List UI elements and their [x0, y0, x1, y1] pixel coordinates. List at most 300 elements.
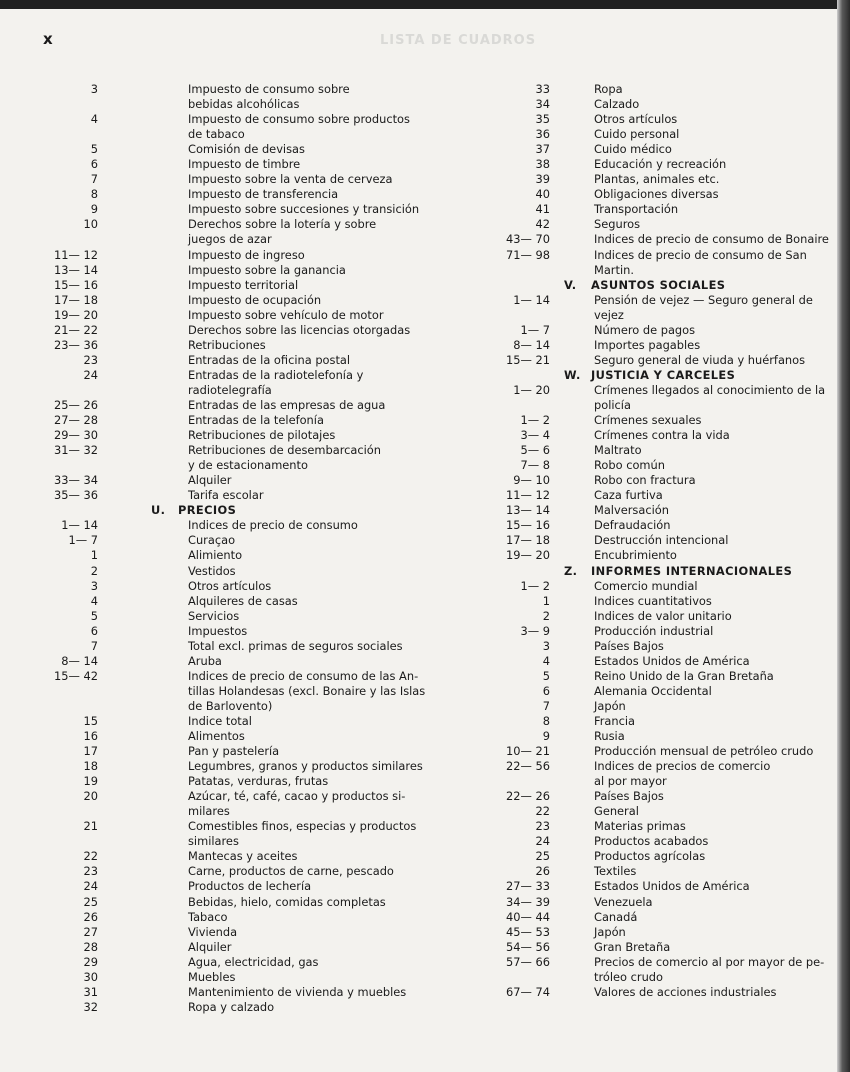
table-number: 57— 66 — [506, 954, 550, 969]
entry-title: Entradas de la oficina postal — [188, 352, 351, 367]
entry-title: Seguros — [594, 217, 641, 232]
entry-title: Número de pagos — [594, 322, 696, 337]
toc-entry — [490, 323, 829, 338]
table-number: 27— 28 — [54, 413, 98, 428]
entry-title: Alimentos — [188, 729, 245, 744]
entry-title: Comestibles finos, especias y productos — [188, 819, 417, 834]
running-header: LISTA DE CUADROS — [380, 33, 537, 48]
table-number: 1— 7 — [68, 533, 98, 548]
toc-entry — [40, 398, 425, 413]
entry-title: Japón — [594, 698, 626, 713]
toc-entry — [40, 518, 425, 533]
table-number: 30 — [83, 969, 98, 984]
entry-title: Crímenes llegados al conocimiento de la — [594, 382, 826, 397]
table-number: 3— 4 — [520, 428, 550, 443]
toc-entry — [490, 594, 829, 609]
table-number: 16 — [83, 729, 98, 744]
entry-title: Precios de comercio al por mayor de pe- — [594, 954, 825, 969]
toc-entry — [40, 293, 425, 308]
entry-title: Alquiler — [188, 939, 232, 954]
table-number: 2 — [90, 563, 98, 578]
toc-entry — [40, 759, 425, 774]
toc-entry — [40, 443, 425, 458]
toc-entry — [40, 548, 425, 563]
entry-title: Aruba — [188, 653, 222, 668]
entry-title: Impuesto sobre vehículo de motor — [188, 307, 384, 322]
toc-entry — [40, 428, 425, 443]
table-number: 7 — [542, 698, 550, 713]
toc-entry — [40, 624, 425, 639]
toc-entry — [490, 925, 829, 940]
toc-entry — [40, 714, 425, 729]
toc-entry — [490, 232, 829, 247]
entry-title: Cuido médico — [594, 142, 672, 157]
book-spine-edge — [837, 0, 850, 1072]
toc-entry — [40, 684, 425, 699]
table-number: 21 — [83, 819, 98, 834]
toc-entry — [490, 669, 829, 684]
toc-entry — [40, 413, 425, 428]
table-number: 45— 53 — [506, 924, 550, 939]
toc-entry — [40, 82, 425, 97]
toc-entry — [40, 338, 425, 353]
entry-title: Producción mensual de petróleo crudo — [594, 744, 814, 759]
table-number: 8 — [542, 713, 550, 728]
table-number: 31— 32 — [54, 443, 98, 458]
entry-title: Pensión de vejez — Seguro general de — [594, 292, 813, 307]
table-number: 11— 12 — [54, 247, 98, 262]
page-number: x — [43, 30, 53, 48]
toc-entry — [40, 383, 425, 398]
toc-entry — [40, 1000, 425, 1015]
entry-title: milares — [188, 804, 230, 819]
entry-title: Robo con fractura — [594, 473, 696, 488]
toc-entry — [40, 157, 425, 172]
entry-title: Cuido personal — [594, 127, 680, 142]
toc-entry — [490, 172, 829, 187]
table-number: 11— 12 — [506, 488, 550, 503]
table-number: 25— 26 — [54, 397, 98, 412]
entry-title: Venezuela — [594, 894, 653, 909]
entry-title: Producción industrial — [594, 623, 714, 638]
toc-entry — [40, 142, 425, 157]
entry-title: Alimiento — [188, 548, 243, 563]
left-column — [40, 82, 425, 1015]
entry-title: Impuesto de consumo sobre — [188, 82, 350, 96]
toc-entry — [40, 789, 425, 804]
toc-entry — [490, 413, 829, 428]
table-number: 39 — [535, 172, 550, 187]
toc-entry — [40, 278, 425, 293]
entry-title: Retribuciones — [188, 337, 266, 352]
entry-title: Ropa — [594, 82, 623, 96]
entry-title: Educación y recreación — [594, 157, 727, 172]
entry-title: Bebidas, hielo, comidas completas — [188, 894, 386, 909]
table-number: 35— 36 — [54, 488, 98, 503]
table-number: 40 — [535, 187, 550, 202]
table-number: 29 — [83, 954, 98, 969]
entry-title: Entradas de la radiotelefonía y — [188, 367, 364, 382]
toc-entry — [490, 473, 829, 488]
table-number: 29— 30 — [54, 428, 98, 443]
entry-title: Comercio mundial — [594, 578, 698, 593]
entry-title: Rusia — [594, 729, 625, 744]
toc-entry — [40, 849, 425, 864]
section-heading — [490, 278, 829, 293]
entry-title: Plantas, animales etc. — [594, 172, 720, 187]
toc-entry — [40, 458, 425, 473]
entry-title: Alemania Occidental — [594, 683, 712, 698]
toc-entry — [40, 263, 425, 278]
section-title — [564, 564, 792, 579]
table-number: 24 — [83, 879, 98, 894]
table-number: 22— 26 — [506, 789, 550, 804]
toc-entry — [40, 353, 425, 368]
entry-title: Países Bajos — [594, 789, 664, 804]
toc-entry — [490, 895, 829, 910]
toc-entry — [490, 879, 829, 894]
table-number: 10— 21 — [506, 744, 550, 759]
entry-title: Canadá — [594, 909, 638, 924]
entry-title: Indices de precios de comercio — [594, 759, 771, 774]
table-number: 25 — [83, 894, 98, 909]
table-number: 27 — [83, 924, 98, 939]
toc-entry — [40, 819, 425, 834]
entry-title: Transportación — [594, 202, 679, 217]
section-title — [151, 503, 236, 518]
entry-title: Productos agrícolas — [594, 849, 706, 864]
toc-entry — [490, 910, 829, 925]
toc-entry — [490, 248, 829, 263]
table-number: 15— 16 — [506, 518, 550, 533]
table-number: 23— 36 — [54, 337, 98, 352]
table-number: 21— 22 — [54, 322, 98, 337]
table-number: 22— 56 — [506, 759, 550, 774]
entry-title: Crímenes sexuales — [594, 413, 702, 428]
toc-entry — [490, 533, 829, 548]
entry-title: Agua, electricidad, gas — [188, 954, 319, 969]
table-number: 7 — [90, 172, 98, 187]
toc-entry — [490, 217, 829, 232]
toc-entry — [490, 443, 829, 458]
table-number: 1— 2 — [520, 578, 550, 593]
entry-title: Indices de valor unitario — [594, 608, 732, 623]
table-number: 71— 98 — [506, 247, 550, 262]
table-number: 5— 6 — [520, 443, 550, 458]
table-number: 8 — [90, 187, 98, 202]
toc-entry — [490, 187, 829, 202]
table-number: 1— 2 — [520, 413, 550, 428]
toc-entry — [490, 744, 829, 759]
table-number: 33 — [535, 82, 550, 96]
entry-title: similares — [188, 834, 239, 849]
toc-entry — [490, 518, 829, 533]
table-number: 67— 74 — [506, 984, 550, 999]
entry-title: radiotelegrafía — [188, 382, 272, 397]
toc-entry — [490, 684, 829, 699]
entry-title: de Barlovento) — [188, 698, 273, 713]
table-number: 1— 14 — [513, 292, 550, 307]
entry-title: Gran Bretaña — [594, 939, 671, 954]
toc-entry — [40, 217, 425, 232]
section-letter: W. — [564, 367, 581, 382]
table-number: 4 — [542, 653, 550, 668]
entry-title: Entradas de las empresas de agua — [188, 397, 386, 412]
toc-entry — [490, 579, 829, 594]
table-number: 1— 14 — [61, 518, 98, 533]
entry-title: Alquiler — [188, 473, 232, 488]
entry-title: tróleo crudo — [594, 969, 663, 984]
entry-title: Francia — [594, 713, 636, 728]
table-number: 7— 8 — [520, 458, 550, 473]
entry-title: Indices de precio de consumo de San — [594, 247, 807, 262]
toc-entry — [40, 112, 425, 127]
toc-entry — [490, 142, 829, 157]
entry-title: Impuestos — [188, 623, 248, 638]
table-number: 13— 14 — [506, 503, 550, 518]
table-number: 22 — [535, 804, 550, 819]
table-number: 6 — [90, 623, 98, 638]
toc-entry — [490, 548, 829, 563]
table-number: 3 — [90, 578, 98, 593]
table-number: 15 — [83, 713, 98, 728]
toc-entry — [40, 488, 425, 503]
toc-entry — [490, 849, 829, 864]
toc-entry — [40, 533, 425, 548]
toc-entry — [40, 879, 425, 894]
toc-entry — [490, 458, 829, 473]
table-number: 54— 56 — [506, 939, 550, 954]
toc-entry — [490, 308, 829, 323]
entry-title: Muebles — [188, 969, 236, 984]
toc-entry — [490, 353, 829, 368]
entry-title: Vestidos — [188, 563, 236, 578]
entry-title: Textiles — [594, 864, 637, 879]
table-number: 19— 20 — [54, 307, 98, 322]
table-number: 15— 21 — [506, 352, 550, 367]
entry-title: Derechos sobre las licencias otorgadas — [188, 322, 411, 337]
table-number: 18 — [83, 759, 98, 774]
table-number: 27— 33 — [506, 879, 550, 894]
toc-entry — [490, 714, 829, 729]
toc-entry — [40, 970, 425, 985]
entry-title: Obligaciones diversas — [594, 187, 719, 202]
toc-entry — [490, 940, 829, 955]
toc-entry — [490, 819, 829, 834]
toc-entry — [40, 202, 425, 217]
toc-entry — [490, 985, 829, 1000]
toc-entry — [490, 729, 829, 744]
entry-title: General — [594, 804, 639, 819]
table-number: 5 — [542, 668, 550, 683]
toc-entry — [40, 609, 425, 624]
table-number: 34— 39 — [506, 894, 550, 909]
section-heading — [40, 503, 425, 518]
entry-title: Vivienda — [188, 924, 238, 939]
entry-title: Impuesto territorial — [188, 277, 299, 292]
toc-entry — [40, 323, 425, 338]
toc-entry — [490, 202, 829, 217]
table-number: 3 — [90, 82, 98, 96]
table-number: 8— 14 — [513, 337, 550, 352]
table-number: 28 — [83, 939, 98, 954]
entry-title: Otros artículos — [188, 578, 272, 593]
table-number: 13— 14 — [54, 262, 98, 277]
entry-title: Martin. — [594, 262, 634, 277]
toc-entry — [490, 338, 829, 353]
toc-entry — [490, 112, 829, 127]
table-number: 38 — [535, 157, 550, 172]
entry-title: Impuesto de ingreso — [188, 247, 305, 262]
entry-title: Encubrimiento — [594, 548, 677, 563]
toc-entry — [490, 699, 829, 714]
toc-entry — [40, 910, 425, 925]
toc-entry — [490, 639, 829, 654]
toc-entry — [490, 970, 829, 985]
toc-entry — [40, 594, 425, 609]
entry-title: Valores de acciones industriales — [594, 984, 777, 999]
entry-title: Total excl. primas de seguros sociales — [188, 638, 403, 653]
toc-entry — [40, 955, 425, 970]
entry-title: Estados Unidos de América — [594, 653, 750, 668]
entry-title: Indices de precio de consumo — [188, 518, 358, 533]
section-letter: V. — [564, 277, 577, 292]
entry-title: Comisión de devisas — [188, 142, 305, 157]
entry-title: Retribuciones de pilotajes — [188, 428, 336, 443]
table-number: 23 — [83, 864, 98, 879]
toc-entry — [490, 428, 829, 443]
table-number: 26 — [83, 909, 98, 924]
toc-entry — [40, 744, 425, 759]
table-number: 5 — [90, 608, 98, 623]
table-number: 9— 10 — [513, 473, 550, 488]
entry-title: Ropa y calzado — [188, 999, 275, 1014]
toc-entry — [490, 383, 829, 398]
table-number: 42 — [535, 217, 550, 232]
table-number: 1— 20 — [513, 382, 550, 397]
table-number: 37 — [535, 142, 550, 157]
entry-title: Impuesto sobre succesiones y transición — [188, 202, 420, 217]
toc-entry — [490, 789, 829, 804]
toc-entry — [490, 488, 829, 503]
entry-title: Productos de lechería — [188, 879, 312, 894]
toc-entry — [490, 759, 829, 774]
toc-entry — [40, 940, 425, 955]
entry-title: Defraudación — [594, 518, 671, 533]
table-number: 4 — [90, 593, 98, 608]
table-number: 35 — [535, 112, 550, 127]
table-number: 7 — [90, 638, 98, 653]
table-number: 1 — [90, 548, 98, 563]
toc-entry — [40, 895, 425, 910]
entry-title: Japón — [594, 924, 626, 939]
entry-title: Impuesto de timbre — [188, 157, 301, 172]
entry-title: vejez — [594, 307, 624, 322]
toc-entry — [40, 579, 425, 594]
entry-title: Patatas, verduras, frutas — [188, 774, 329, 789]
table-number: 32 — [83, 999, 98, 1014]
entry-title: Malversación — [594, 503, 669, 518]
entry-title: Tarifa escolar — [188, 488, 264, 503]
table-number: 3 — [542, 638, 550, 653]
toc-entry — [40, 639, 425, 654]
toc-entry — [490, 127, 829, 142]
table-number: 6 — [90, 157, 98, 172]
entry-title: Impuesto sobre la venta de cerveza — [188, 172, 393, 187]
entry-title: Indices de precio de consumo de Bonaire — [594, 232, 829, 247]
entry-title: Otros artículos — [594, 112, 678, 127]
entry-title: Indices de precio de consumo de las An- — [188, 668, 419, 683]
toc-entry — [490, 263, 829, 278]
table-number: 31 — [83, 984, 98, 999]
entry-title: Pan y pastelería — [188, 744, 280, 759]
entry-title: Seguro general de viuda y huérfanos — [594, 352, 806, 367]
table-number: 24 — [83, 367, 98, 382]
table-number: 15— 16 — [54, 277, 98, 292]
section-letter: U. — [151, 503, 166, 518]
toc-entry — [490, 82, 829, 97]
entry-title: Impuesto de ocupación — [188, 292, 322, 307]
entry-title: Calzado — [594, 97, 640, 112]
section-letter: Z. — [564, 563, 578, 578]
toc-entry — [490, 157, 829, 172]
toc-entry — [40, 308, 425, 323]
section-text: INFORMES INTERNACIONALES — [591, 563, 793, 578]
table-number: 23 — [83, 352, 98, 367]
right-column — [490, 82, 829, 1000]
toc-entry — [40, 368, 425, 383]
toc-entry — [40, 172, 425, 187]
table-number: 4 — [90, 112, 98, 127]
toc-entry — [40, 774, 425, 789]
section-text: JUSTICIA Y CARCELES — [591, 367, 736, 382]
entry-title: Tabaco — [188, 909, 228, 924]
entry-title: y de estacionamento — [188, 458, 308, 473]
entry-title: Estados Unidos de América — [594, 879, 750, 894]
toc-entry — [490, 654, 829, 669]
toc-entry — [40, 669, 425, 684]
entry-title: Robo común — [594, 458, 665, 473]
table-number: 5 — [90, 142, 98, 157]
table-number: 34 — [535, 97, 550, 112]
table-number: 43— 70 — [506, 232, 550, 247]
toc-entry — [490, 609, 829, 624]
toc-entry — [490, 804, 829, 819]
entry-title: Mantenimiento de vivienda y muebles — [188, 984, 407, 999]
toc-entry — [40, 834, 425, 849]
entry-title: Mantecas y aceites — [188, 849, 298, 864]
entry-title: Crímenes contra la vida — [594, 428, 730, 443]
entry-title: Importes pagables — [594, 337, 701, 352]
table-number: 1— 7 — [520, 322, 550, 337]
entry-title: Impuesto de consumo sobre productos — [188, 112, 410, 127]
toc-entry — [40, 473, 425, 488]
toc-entry — [40, 804, 425, 819]
section-heading — [490, 564, 829, 579]
entry-title: Destrucción intencional — [594, 533, 729, 548]
table-number: 24 — [535, 834, 550, 849]
toc-entry — [490, 398, 829, 413]
table-number: 22 — [83, 849, 98, 864]
entry-title: bebidas alcohólicas — [188, 97, 300, 112]
toc-entry — [40, 925, 425, 940]
entry-title: Indices cuantitativos — [594, 593, 712, 608]
table-number: 23 — [535, 819, 550, 834]
table-number: 6 — [542, 683, 550, 698]
table-number: 26 — [535, 864, 550, 879]
toc-entry — [40, 232, 425, 247]
table-number: 17— 18 — [54, 292, 98, 307]
